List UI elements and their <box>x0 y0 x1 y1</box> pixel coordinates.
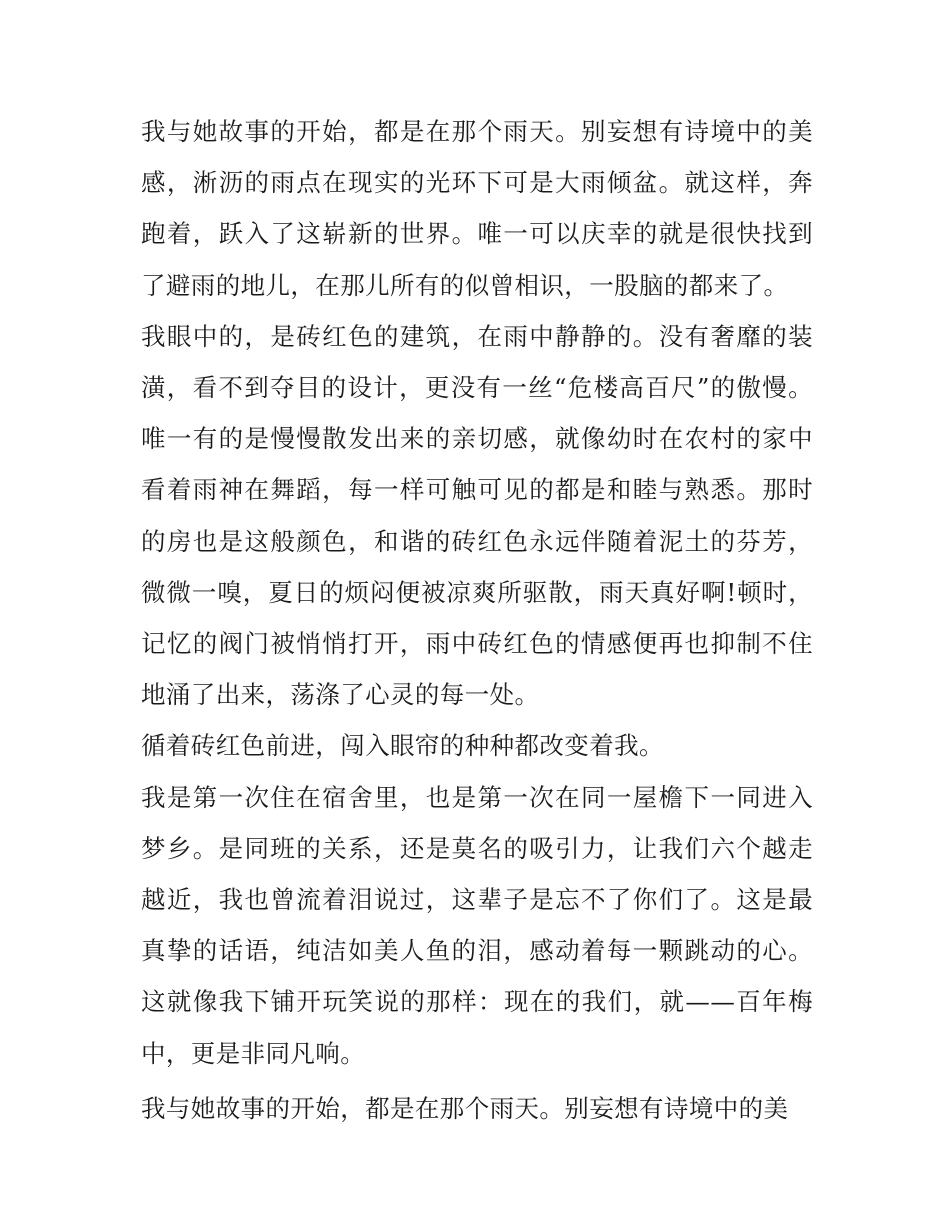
body-text <box>141 106 813 1134</box>
paragraph-1: 我与她故事的开始，都是在那个雨天。别妄想有诗境中的美感，淅沥的雨点在现实的光环下可是大雨倾盆。就这样，奔跑着，跃入了这崭新的世界。唯一可以庆幸的就是很快找到了避雨的地儿，在那儿所有的似曾相识，一股脑的都来了。 <box>141 117 813 300</box>
paragraph-3: 循着砖红色前进，闯入眼帘的种种都改变着我。 <box>141 731 664 761</box>
paragraph-5: 我与她故事的开始，都是在那个雨天。别妄想有诗境中的美 <box>141 1093 789 1123</box>
paragraph-2: 我眼中的，是砖红色的建筑，在雨中静静的。没有奢靡的装潢，看不到夺目的设计，更没有一丝“危楼高百尺”的傲慢。唯一有的是慢慢散发出来的亲切感，就像幼时在农村的家中看着雨神在舞蹈，每一样可触可见的都是和睦与熟悉。那时的房也是这般颜色，和谐的砖红色永远伴随着泥土的芬芳，微微一嗅，夏日的烦闷便被凉爽所驱散，雨天真好啊!顿时，记忆的阀门被悄悄打开，雨中砖红色的情感便再也抑制不住地涌了出来，荡涤了心灵的每一处。 <box>141 321 813 710</box>
paragraph-4: 我是第一次住在宿舍里，也是第一次在同一屋檐下一同进入梦乡。是同班的关系，还是莫名的吸引力，让我们六个越走越近，我也曾流着泪说过，这辈子是忘不了你们了。这是最真挚的话语，纯洁如美人鱼的泪，感动着每一颗跳动的心。这就像我下铺开玩笑说的那样：现在的我们，就——百年梅中，更是非同凡响。 <box>141 782 813 1068</box>
